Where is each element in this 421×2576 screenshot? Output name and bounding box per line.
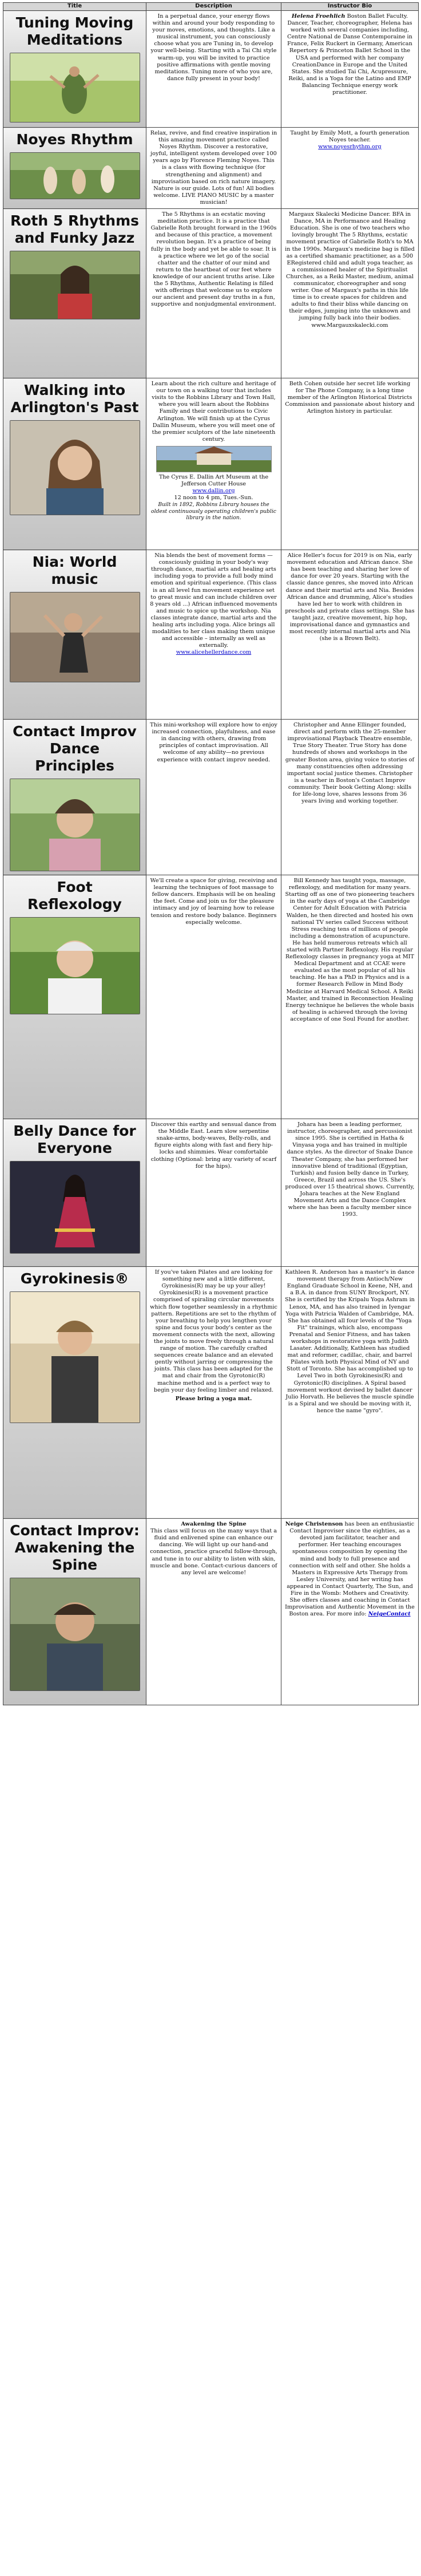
class-schedule-sheet (3, 2, 418, 1705)
bio-cell (281, 1519, 419, 1705)
website-link[interactable]: NeigeContact (368, 1611, 411, 1618)
class-title: Contact Improv Dance Principles (13, 723, 137, 775)
header-row (3, 3, 419, 11)
bio-cell (281, 128, 419, 209)
description-cell (146, 11, 281, 128)
website-link[interactable]: www.alicehellerdance.com (176, 649, 252, 656)
description-cell (146, 128, 281, 209)
class-title: Gyrokinesis® (20, 1270, 129, 1287)
museum-link[interactable]: www.dallin.org (192, 488, 235, 495)
class-photo (10, 1578, 140, 1691)
description-cell (146, 209, 281, 378)
table-row (3, 875, 419, 1119)
class-title: Foot Reflexology (27, 879, 122, 913)
instructor-bio: Taught by Emily Mott, a fourth generation Noyes teacher. (290, 130, 410, 144)
class-table (3, 2, 419, 1705)
class-description: We'll create a space for giving, receiving and learning the techniques of foot massage to fellow dancers. Emphasis will be on healing the feet. Come and join us for the pleasure intimacy and joy of learning how to release tension and restore body balance. Beginners especially welcome. (150, 878, 277, 926)
description-cell (146, 1119, 281, 1267)
table-row (3, 1267, 419, 1519)
table-row (3, 550, 419, 720)
title-cell (3, 1519, 146, 1705)
header-title: Title (3, 3, 146, 11)
table-row (3, 128, 419, 209)
title-cell (3, 128, 146, 209)
class-description: Relax, revive, and find creative inspiration in this amazing movement practice called Noyes Rhythm. Discover a restorative, joyful, intelligent system developed over 100 years ago by Florence Fleming Noyes. This is a class with flowing technique (for strengthening and alignment) and improvisation based on rich nature imagery. Nature is our guide. Lots of fun! All bodies welcome. LIVE PIANO MUSIC by a master musician! (150, 130, 277, 206)
description-cell (146, 720, 281, 875)
class-photo (10, 53, 140, 123)
instructor-bio: Beth Cohen outside her secret life working for The Phone Company, is a long time member of the Arlington Historical Districts Commission and passionate about history and Arlington history in particular. (285, 381, 415, 415)
bio-cell (281, 875, 419, 1119)
class-description: In a perpetual dance, your energy flows within and around your body responding to your moves, emotions, and thoughts. Like a musical instrument, you can consciously choose what you are Tuning in, to develop your well-being. Starting with a Tai Chi style warm-up, you will be invited to practice positive affirmations with gentle moving meditations. Tuning more of who you are, dance fully present in your body! (150, 13, 277, 82)
class-title: Nia: World music (32, 554, 117, 588)
instructor-bio: Johara has been a leading performer, instructor, choreographer, and percussionist since 1995. She is certified in Hatha & Vinyasa yoga and has trained in multiple dance styles. As the director of Snake Dance Theater Company, she has performed her innovative blend of traditional (Egyptian, Turkish) and fusion belly dance in Turkey, Greece, Brazil and across the US. She's produced over 15 theatrical shows. Currently, Johara teaches at the New England Movement Arts and the Dance Complex where she has been a faculty member since 1993. (285, 1121, 415, 1218)
class-photo (10, 420, 140, 515)
class-title: Noyes Rhythm (16, 131, 133, 148)
description-cell (146, 875, 281, 1119)
class-title: Belly Dance for Everyone (13, 1123, 136, 1157)
instructor-bio: Margaux Skalecki Medicine Dancer. BFA in Dance, MA in Performance and Healing Education. She is one of two teachers who lovingly brought The 5 Rhythms, ecstatic movement practice of Gabrielle Roth's to MA in the 1990s. Margaux's medicine bag is filled as a certified shamanic practitioner, as a 500 ERegistered child and adult yoga teacher, as a commissioned healer of the Spiritualist Churches, as a Reiki Master, medium, animal communicator, choreographer and song writer. One of Margaux's paths in this life time is to create spaces for children and adults to find their bliss while dancing on their edges, jumping into the unknown and jumping fully back into their bodies. www.Margauxskalecki.com (285, 211, 415, 329)
class-photo (10, 251, 140, 319)
class-photo (10, 1291, 140, 1423)
header-description: Description (146, 3, 281, 11)
bring-note: Please bring a yoga mat. (175, 1395, 252, 1402)
class-description: Learn about the rich culture and heritage of our town on a walking tour that includes visits to the Robbins Library and Town Hall, where you will learn about the Robbins Family and their contributions to Civic Arlington. We will finish up at the Cyrus Dallin Museum, where you will meet one of the premier sculptors of the late nineteenth century. (151, 381, 276, 442)
bio-cell (281, 209, 419, 378)
class-description: Discover this earthy and sensual dance from the Middle East. Learn slow serpentine snake-arms, body-waves, Belly-rolls, and figure eights along with fast and fiery hip-locks and shimmies. Wear comfortable clothing (Optional: bring any variety of scarf for the hips). (150, 1121, 277, 1170)
instructor-bio: Alice Heller's focus for 2019 is on Nia, early movement education and African dance. She has been teaching and sharing her love of dance for over 20 years. Starting with the classic dance genres, she moved into African dance and their martial arts and Nia. Besides African dance and drumming, Alice's studies have led her to work with children in preschools and private class settings. She has taught jazz, creative movement, hip hop, improvisational dance and gymnastics and most recently internal martial arts and Nia (she is a Brown Belt). (285, 552, 415, 642)
table-row (3, 209, 419, 378)
museum-hours: 12 noon to 4 pm, Tues.-Sun. (174, 495, 253, 501)
title-cell (3, 1267, 146, 1519)
class-photo (10, 1161, 140, 1254)
title-cell (3, 378, 146, 550)
class-title: Tuning Moving Meditations (15, 14, 134, 48)
instructor-bio: Boston Ballet Faculty. Dancer, Teacher, choreographer, Helena has worked with several companies including, Centre National de Danse Contemporaine in France, Felix Ruckert in Germany, American Repertory & Princeton Ballet School in the USA and performed with her company CreationDance in Europe and the United States. She studied Tai Chi, Acupressure, Reiki, and is a Yoga for the Latino and EMP Balancing Technique energy work practitioner. (287, 13, 412, 96)
description-cell (146, 1267, 281, 1519)
bio-cell (281, 550, 419, 720)
instructor-bio: Christopher and Anne Ellinger founded, direct and perform with the 25-member improvisational Playback Theatre ensemble, True Story Theater. True Story has done hundreds of shows and workshops in the greater Boston area, giving voice to stories of many constituencies often addressing important social justice themes. Christopher is a teacher in Boston's Contact Improv community. Their book Getting Along: skills for life-long love, shares lessons from 36 years living and working together. (285, 722, 415, 805)
bio-cell (281, 11, 419, 128)
table-row (3, 11, 419, 128)
instructor-bio: Bill Kennedy has taught yoga, massage, reflexology, and meditation for many years. Starting off as one of two pioneering teachers in the early days of yoga at the Cambridge Center for Adult Education with Patricia Walden, he then directed and hosted his own national TV series called Success without Stress reaching tens of millions of people including a demonstration of acupuncture. He has held numerous retreats which all started with Partner Reflexology. His regular Reflexology classes in pregnancy yoga at MIT Medical Department and at CCAE were evaluated as the most popular of all his teaching. He has a PhD in Physics and is a former Research Fellow in Mind Body Medicine at Harvard Medical School. A Reiki Master, and trained in Reconnection Healing Energy technique he believes the whole basis of healing is achieved through the loving acceptance of one Soul Found for another. (285, 878, 415, 1022)
class-description: This mini-workshop will explore how to enjoy increased connection, playfulness, and ease in dancing with others, drawing from principles of contact improvisation. All welcome of any ability—no previous experience with contact improv needed. (150, 722, 277, 763)
class-photo (10, 592, 140, 682)
library-note: Built in 1892, Robbins Library houses the oldest continuously operating children's public library in the nation. (151, 501, 276, 521)
bio-cell (281, 1267, 419, 1519)
bio-cell (281, 378, 419, 550)
description-cell (146, 1519, 281, 1705)
instructor-name: Neige Christenson (285, 1521, 343, 1528)
description-heading: Awakening the Spine (181, 1521, 247, 1528)
description-cell (146, 550, 281, 720)
title-cell (3, 550, 146, 720)
bio-cell (281, 1119, 419, 1267)
instructor-bio: has been an enthusiastic Contact Improviser since the eighties, as a devoted jam facilitator, teacher and performer. Her teaching encourages spontaneous composition by opening the mind and body to full presence and connection with self and other. She holds a Masters in Expressive Arts Therapy from Lesley University, and her writing has appeared in Contact Quarterly, The Sun, and Fire in the Womb: Mothers and Creativity. She offers classes and coaching in Contact Improvisation and Authentic Movement in the Boston area. For more info: (285, 1521, 415, 1618)
class-description: The 5 Rhythms is an ecstatic moving meditation practice. It is a practice that Gabrielle Roth brought forward in the 1960s and because of this practice, a movement revolution began. It's a practice of being fully in the body and yet be able to soar. It is a practice where we let go of the social chatter and the chatter of our mind and return to the heartbeat of our feet where knowledge of our ancient truths arise. Like the 5 Rhythms, Authentic Relating is filled with offerings that welcome us to explore our ancient and present day truths in a fun, supportive and nonjudgmental environment. (150, 211, 277, 308)
class-description: If you've taken Pilates and are looking for something new and a little different, Gyrokinesis(R) may be up your alley! Gyrokinesis(R) is a movement practice comprised of spiraling circular movements which flow together seamlessly in a rhythmic pattern. Repetitions are set to the rhythm of your breathing to help you lengthen your spine and focus your body's center as the movement connects with the next, allowing the joints to move freely through a natural range of motion. The carefully crafted sequences create balance and an elevated gently without jarring or compressing the joints. This class has been adapted for the mat and chair from the Gyrotonic(R) machine method and is a perfect way to begin your day feeling limber and relaxed. (150, 1269, 277, 1393)
table-row (3, 720, 419, 875)
museum-photo (156, 446, 272, 472)
instructor-bio: Kathleen R. Anderson has a master's in dance movement therapy from Antioch/New England Graduate School in Keene, NH, and a B.A. in dance from SUNY Brockport, NY. She is certified by the Kripalu Yoga Ashram in Lenox, MA, and has also trained in Iyengar Yoga with Patricia Walden of Cambridge, MA. She has obtained all four levels of the "Yoga Fit" trainings, which also, encompass Prenatal and Senior Fitness, and has taken workshops in restorative yoga with Judith Lasater. Additionally, Kathleen has studied mat and reformer, cadillac, chair, and barrel Pilates with both Physical Mind of NY and Stott of Toronto. She has accomplished up to Level Two in both Gyrokinesis(R) and Gyrotonic(R) disciplines. A Spiral based movement workout devised by ballet dancer Julio Horvath. He believes the muscle spindle is a Spiral and we should be moving with it, hence the name "gyro". (285, 1269, 415, 1414)
header-instructor-bio: Instructor Bio (281, 3, 419, 11)
website-link[interactable]: www.noyesrhythm.org (318, 144, 382, 151)
table-row (3, 1119, 419, 1267)
class-title: Walking into Arlington's Past (10, 382, 139, 416)
title-cell (3, 720, 146, 875)
class-title: Contact Improv: Awakening the Spine (10, 1522, 140, 1574)
class-description: This class will focus on the many ways that a fluid and enlivened spine can enhance our dancing. We will light up our hand-and connection, practice graceful follow-through, and tune in to our ability to listen with skin, muscle and bone. Contact-curious dancers of any level are welcome! (150, 1528, 277, 1576)
title-cell (3, 209, 146, 378)
class-description: Nia blends the best of movement forms — consciously guiding in your body's way through dance, martial arts and healing arts including yoga to provide a full body mind emotion and spiritual experience. (This class is an all level fun movement experience set to great music and can include children over 8 years old ...) African influenced movements and music to spice up the workshop. Nia classes integrate dance, martial arts and the healing arts including yoga. Alice brings all modalities to her class making them unique and accessible – internally as well as externally. (150, 552, 277, 649)
class-title: Roth 5 Rhythms and Funky Jazz (10, 212, 139, 247)
bio-cell (281, 720, 419, 875)
title-cell (3, 1119, 146, 1267)
table-row (3, 1519, 419, 1705)
table-row (3, 378, 419, 550)
instructor-name: Helena Froehlich (291, 13, 345, 19)
museum-caption: The Cyrus E. Dallin Art Museum at the Jefferson Cutter House (158, 473, 269, 487)
class-photo (10, 779, 140, 871)
title-cell (3, 875, 146, 1119)
description-cell (146, 378, 281, 550)
class-photo (10, 152, 140, 199)
title-cell (3, 11, 146, 128)
class-photo (10, 917, 140, 1014)
